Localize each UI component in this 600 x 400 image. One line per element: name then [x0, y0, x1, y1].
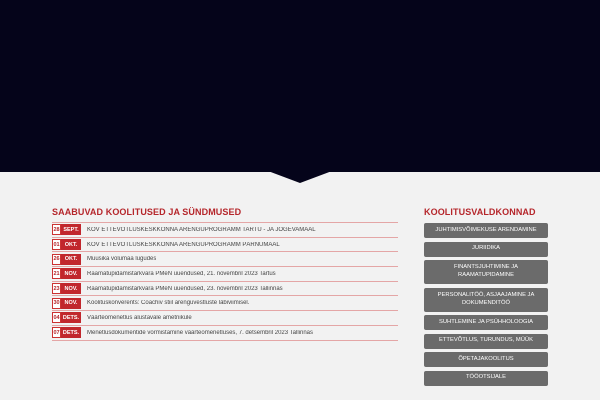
event-month: NOV. [61, 268, 81, 279]
event-title-link[interactable]: Koolituskonverents: Coachiv stiil arenguvestluste läbiviimisel. [87, 300, 250, 307]
events-list [52, 222, 398, 341]
event-month: DETS. [61, 327, 81, 338]
area-button-business[interactable]: ETTEVÕTLUS, TURUNDUS, MÜÜK [424, 334, 548, 349]
event-row[interactable] [52, 222, 398, 238]
event-month: DETS. [61, 312, 81, 323]
event-row[interactable] [52, 311, 398, 326]
areas-section-title: KOOLITUSVALDKONNAD [424, 207, 536, 217]
area-button-job-seekers[interactable]: TÖÖOTSIJALE [424, 371, 548, 386]
event-row[interactable] [52, 282, 398, 297]
area-button-psychology[interactable]: SUHTLEMINE JA PSÜHHOLOOGIA [424, 315, 548, 330]
event-day: 26 [52, 254, 61, 265]
event-month: NOV. [61, 298, 81, 309]
area-button-leadership[interactable]: JUHTIMISVÕIMEKUSE ARENDAMINE [424, 223, 548, 238]
event-day: 07 [52, 327, 61, 338]
event-title-link[interactable]: Väärteomenetlus alustavale ametnikule [87, 314, 192, 321]
event-title-link[interactable]: KOV ETTEVÕTLUSKESKKONNA ARENGUPROGRAMM PÄRNUMAAL [87, 241, 280, 248]
event-day: 04 [52, 312, 61, 323]
event-month: NOV. [61, 283, 81, 294]
area-button-law[interactable]: JURIIDIKA [424, 242, 548, 257]
event-title-link[interactable]: KOV ETTEVÕTLUSKESKKONNA ARENGUPROGRAMM TARTU - JA JÕGEVAMAAL [87, 226, 316, 233]
event-row[interactable] [52, 252, 398, 267]
event-day: 21 [52, 268, 61, 279]
event-month: OKT. [61, 254, 81, 265]
event-row[interactable] [52, 326, 398, 341]
area-button-teacher-training[interactable]: ÕPETAJAKOOLITUS [424, 352, 548, 367]
area-button-finance[interactable]: FINANTSJUHTIMINE JA RAAMATUPIDAMINE [424, 260, 548, 284]
event-row[interactable] [52, 267, 398, 282]
event-day: 01 [52, 239, 61, 250]
event-title-link[interactable]: Menetlusdokumentide vormistamine väärteomenetluses, 7. detsembril 2023 Tallinnas [87, 329, 314, 336]
hero-banner [0, 0, 600, 172]
event-title-link[interactable]: Raamatupidamistarkvara PMeN uuendused, 21. novembril 2023 Tartus [87, 270, 276, 277]
hero-notch [268, 171, 332, 183]
event-title-link[interactable]: Raamatupidamistarkvara PMeN uuendused, 23. novembril 2023 Tallinnas [87, 285, 283, 292]
event-row[interactable] [52, 238, 398, 253]
event-month: OKT. [61, 239, 81, 250]
event-day: 28 [52, 224, 61, 235]
training-areas-list [424, 223, 548, 389]
event-title-link[interactable]: Muusika võlumaa lugudes [87, 256, 157, 263]
event-day: 23 [52, 283, 61, 294]
event-day: 30 [52, 298, 61, 309]
event-row[interactable] [52, 296, 398, 311]
event-month: SEPT. [61, 224, 81, 235]
area-button-hr[interactable]: PERSONALITÖÖ, ASJAAJAMINE JA DOKUMENDITÖÖ [424, 288, 548, 312]
events-section-title: SAABUVAD KOOLITUSED JA SÜNDMUSED [52, 207, 242, 217]
